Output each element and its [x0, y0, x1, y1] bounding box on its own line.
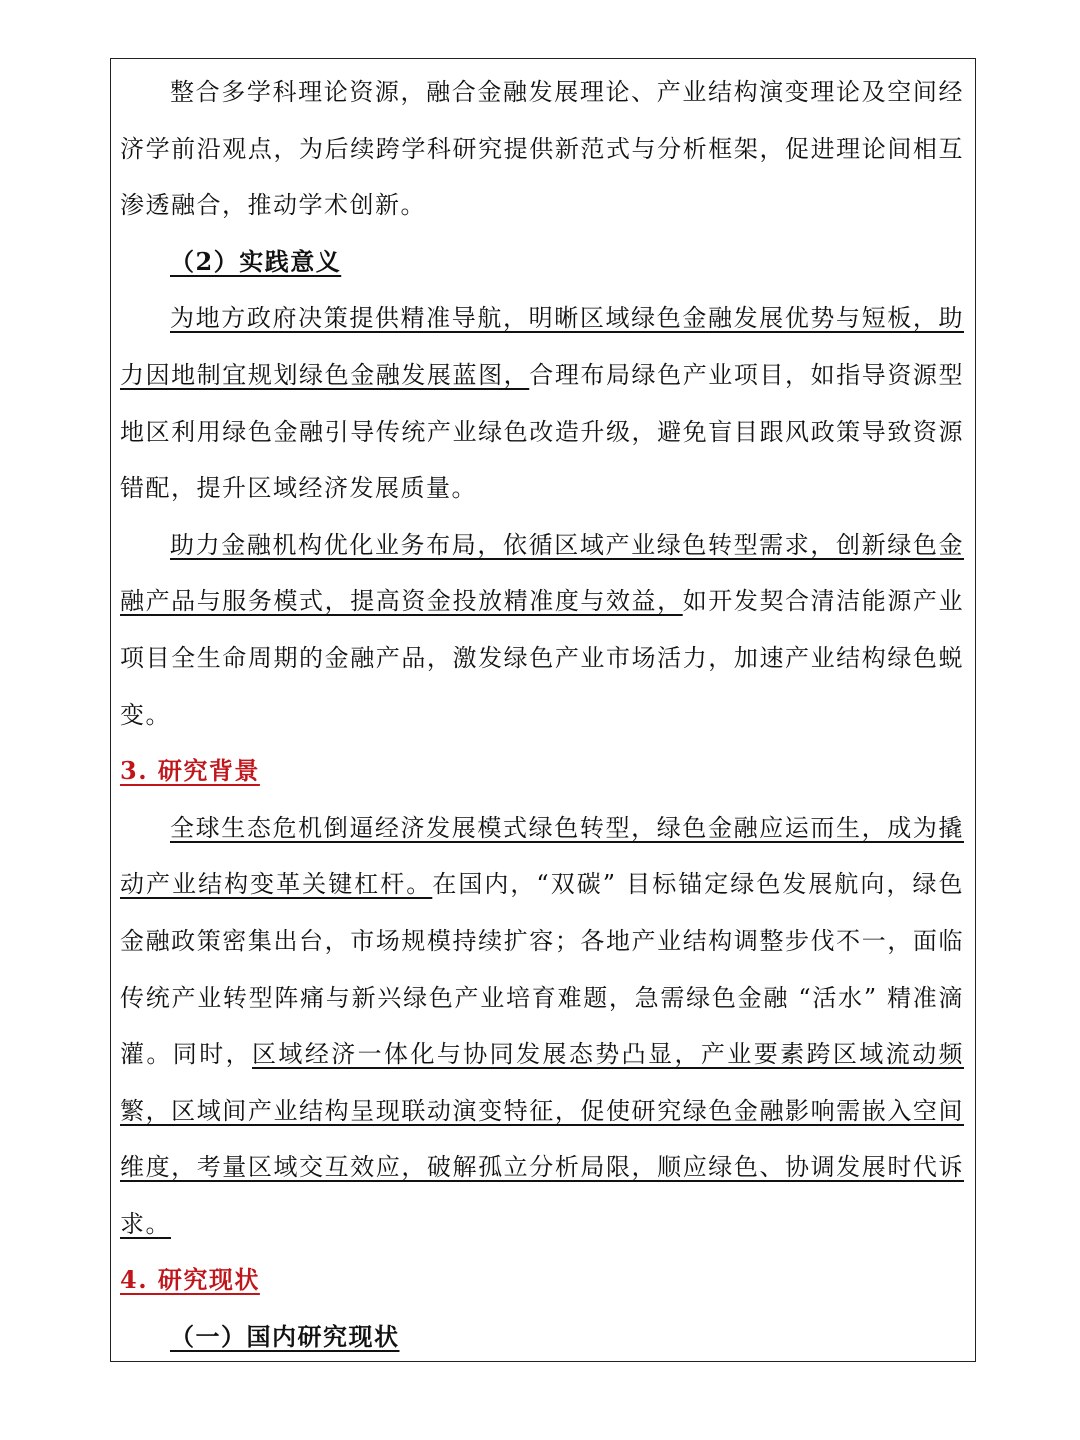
- heading-text: 3. 研究背景: [120, 756, 260, 786]
- document-body: [120, 64, 964, 1366]
- heading-research-background: [120, 743, 964, 800]
- heading-text: （2）实践意义: [170, 246, 342, 276]
- underlined-text: 助力金融机构优化业务布局，依循区域产业绿色转型需求，创新绿色金融产品与服务模式，提高资金投放精准度与效益，: [120, 530, 964, 616]
- underlined-text: 全球生态危机倒逼经济发展模式绿色转型，绿色金融应运而生，成为撬动产业结构变革关键杠杆。: [120, 813, 964, 899]
- paragraph-financial-institutions: [120, 517, 964, 743]
- underlined-text: 为地方政府决策提供精准导航，明晰区域绿色金融发展优势与短板，助力因地制宜规划绿色金融发展蓝图，: [120, 304, 964, 389]
- paragraph-text: 如开发契合清洁能源产业项目全生命周期的金融产品，激发绿色产业市场活力，加速产业结构绿色蜕变。: [120, 587, 964, 729]
- paragraph-background: [120, 800, 964, 1253]
- heading-practical-significance: [120, 234, 964, 291]
- heading-text: 4. 研究现状: [120, 1265, 260, 1295]
- heading-research-status: [120, 1252, 964, 1309]
- paragraph-text: 在国内，“双碳” 目标锚定绿色发展航向，绿色金融政策密集出台，市场规模持续扩容；各地产业结构调整步伐不一，面临传统产业转型阵痛与新兴绿色产业培育难题，急需绿色金融 “活水” 精准滴灌。同时，: [120, 870, 964, 1069]
- paragraph-text: 整合多学科理论资源，融合金融发展理论、产业结构演变理论及空间经济学前沿观点，为后续跨学科研究提供新范式与分析框架，促进理论间相互渗透融合，推动学术创新。: [120, 78, 964, 220]
- paragraph-theoretical-significance: [120, 64, 964, 234]
- paragraph-government-decision: [120, 290, 964, 516]
- paragraph-text: 合理布局绿色产业项目，如指导资源型地区利用绿色金融引导传统产业绿色改造升级，避免盲目跟风政策导致资源错配，提升区域经济发展质量。: [120, 360, 964, 503]
- heading-domestic-status: [120, 1309, 964, 1366]
- underlined-text: 区域经济一体化与协同发展态势凸显，产业要素跨区域流动频繁，区域间产业结构呈现联动演变特征，促使研究绿色金融影响需嵌入空间维度，考量区域交互效应，破解孤立分析局限，顺应绿色、协调发展时代诉求。: [120, 1040, 965, 1238]
- heading-text: （一）国内研究现状: [170, 1322, 400, 1352]
